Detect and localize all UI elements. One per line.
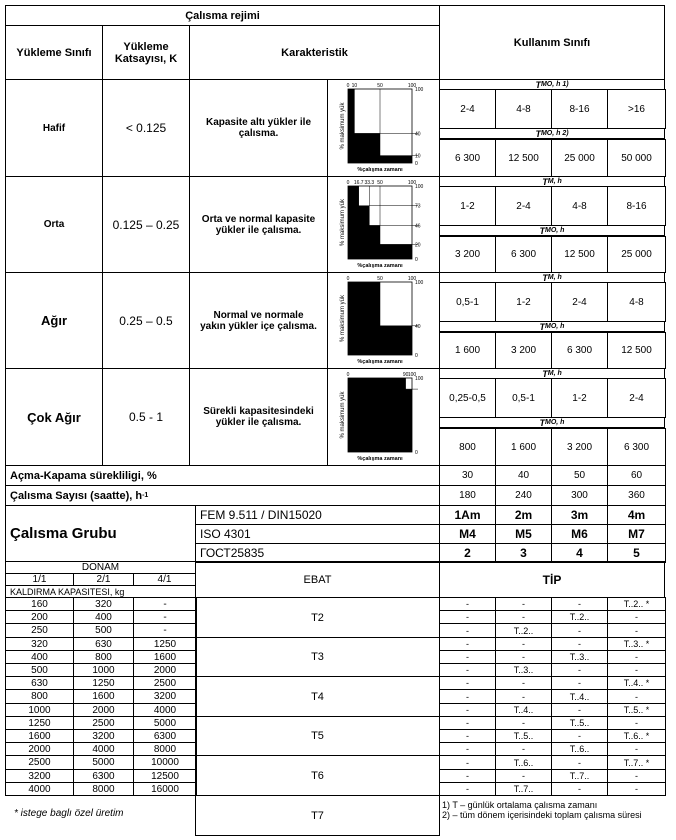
total-time-label-letter: T [539,225,546,236]
tip-value: T..6.. [495,755,552,770]
capacity-value: 400 [73,610,134,624]
tip-value: - [439,782,496,796]
characteristic-header: Karakteristik [189,25,440,80]
tip-value: T..2.. [495,623,552,638]
chart-y-label: % maksimum yük [340,294,346,343]
donam-header: DONAM [5,561,196,574]
load-class-name: Hafif [5,79,103,177]
tip-value: T..5.. [495,729,552,743]
total-time-label-sub: MO, h [545,323,565,330]
capacity-value: 8000 [73,782,134,796]
tip-value: - [439,689,496,704]
load-factor-value: 0.125 – 0.25 [102,176,190,273]
chart-right-tick: 0 [415,257,418,263]
chart-right-tick: 0 [415,450,418,456]
usage-time-value: 0,5-1 [495,378,552,418]
cycles-value: 360 [607,485,666,506]
capacity-value: 1600 [133,650,197,664]
chart-right-tick: 40 [415,131,421,138]
usage-time-label-sub: M, h [547,178,562,185]
chart-right-tick: 100 [415,376,424,382]
tip-value: - [607,742,666,756]
capacity-value: 1600 [5,729,74,743]
tip-value: - [551,729,608,743]
usage-class-header: Kullanım Sınıfı [439,5,665,80]
capacity-value: 630 [73,637,134,651]
group-value: 1Am [439,505,496,525]
usage-time-value: 4-8 [551,186,608,226]
cycles-label-text: Çalısma Sayısı (saatte), h [10,489,143,502]
chart-right-tick: 46 [415,223,421,230]
capacity-value: 500 [5,663,74,677]
load-class-name: Ağır [5,272,103,369]
capacity-value: - [133,623,197,638]
characteristic-desc: Orta ve normal kapasite yükler ile çalısma. [189,176,328,273]
chart-top-tick: 0 [346,372,350,378]
cycles-value: 300 [551,485,608,506]
capacity-value: 4000 [73,742,134,756]
tip-value: - [439,637,496,651]
characteristic-desc: Normal ve normale yakın yükler içe çalısma. [189,272,328,369]
total-time-value: 3 200 [439,236,496,273]
tip-value: T..7.. [495,782,552,796]
tip-value: - [439,769,496,783]
total-time-value: 12 500 [607,332,666,369]
capacity-value: 5000 [73,755,134,770]
standard-name: ГОСТ25835 [195,543,440,563]
ebat-value: T2 [195,597,440,638]
usage-time-label-sub: MO, h 1) [540,81,569,88]
total-time-label-letter: T [535,128,541,139]
tip-value: - [551,637,608,651]
tip-header: TİP [439,561,665,598]
capacity-value: 500 [73,623,134,638]
chart-right-tick: 73 [415,203,421,210]
usage-time-label-letter: T [542,272,548,283]
total-time-value: 12 500 [495,139,552,177]
chart-y-label: % maksimum yük [340,102,346,150]
onoff-value: 50 [551,465,608,486]
capacity-value: 4000 [133,703,197,717]
chart-top-tick: 0 [346,180,350,186]
usage-time-label-sub: M, h [547,370,562,377]
ebat-value: T5 [195,716,440,756]
usage-time-label-sub: M, h [547,274,562,281]
total-time-label [439,225,665,236]
chart-right-tick: 40 [415,323,421,330]
group-value: M6 [551,524,608,544]
chart-top-tick: 0 [346,276,350,282]
total-time-value: 6 300 [607,428,666,466]
total-time-label [439,128,665,139]
tip-value: T..6.. * [607,729,666,743]
total-time-label [439,321,665,332]
tip-value: - [439,729,496,743]
chart-right-tick: 100 [415,184,424,190]
tip-value: - [439,676,496,690]
chart-x-label: %çalışma zamanı [357,167,403,173]
chart-top-tick: 16.7 [353,180,364,186]
cycles-value: 240 [495,485,552,506]
load-factor-header: Yükleme Katsayısı, K [102,25,190,80]
load-class-header: Yükleme Sınıfı [5,25,103,80]
tip-value: T..7.. [551,769,608,783]
total-time-value: 3 200 [551,428,608,466]
capacity-value: 200 [5,610,74,624]
tip-value: T..2.. [551,610,608,624]
tip-value: T..7.. * [607,755,666,770]
tip-value: - [495,742,552,756]
tip-value: - [495,769,552,783]
capacity-value: 160 [5,597,74,611]
load-factor-value: 0.5 - 1 [102,368,190,466]
load-spectrum-chart [328,368,438,466]
capacity-value: 8000 [133,742,197,756]
capacity-value: 2000 [133,663,197,677]
tip-value: - [607,782,666,796]
load-factor-value: 0.25 – 0.5 [102,272,190,369]
work-group-label: Çalısma Grubu [5,505,196,562]
tip-value: - [439,610,496,624]
capacity-value: 320 [5,637,74,651]
tip-value: - [439,623,496,638]
capacity-value: 3200 [5,769,74,783]
tip-value: T..4.. * [607,676,666,690]
chart-x-label: %çalışma zamanı [357,456,403,462]
tip-value: T..3.. [551,650,608,664]
ebat-value: T4 [195,676,440,717]
tip-value: - [439,703,496,717]
usage-time-label-letter: T [542,368,548,379]
total-time-label-sub: MO, h [545,419,565,426]
group-value: 2 [439,543,496,563]
capacity-value: - [133,610,197,624]
ebat-value: T6 [195,755,440,796]
usage-time-value: 2-4 [607,378,666,418]
usage-time-value: 1-2 [495,282,552,322]
chart-top-tick: 50 [377,83,383,89]
capacity-value: 3200 [133,689,197,704]
tip-value: T..3.. * [607,637,666,651]
total-time-value: 25 000 [551,139,608,177]
tip-value: - [551,597,608,611]
standard-name: FEM 9.511 / DIN15020 [195,505,440,525]
tip-value: - [607,610,666,624]
tip-value: - [495,676,552,690]
reeving-1-1: 1/1 [5,573,74,586]
tip-value: - [439,663,496,677]
tip-value: - [439,716,496,730]
chart-right-tick: 100 [415,280,424,286]
tip-value: T..4.. [495,703,552,717]
group-value: M7 [607,524,666,544]
tip-value: - [495,597,552,611]
usage-time-value: 1-2 [551,378,608,418]
capacity-value: 3200 [73,729,134,743]
group-value: 3 [495,543,552,563]
tip-value: - [495,689,552,704]
capacity-value: 630 [5,676,74,690]
chart-top-tick: 90 [402,372,409,378]
ebat-value: T3 [195,637,440,677]
chart-right-tick: 0 [415,353,418,359]
usage-time-value: >16 [607,89,666,129]
chart-right-tick: 100 [415,87,424,93]
capacity-value: 2000 [5,742,74,756]
group-value: 2m [495,505,552,525]
chart-top-tick: 100 [407,83,417,89]
tip-value: - [439,650,496,664]
usage-time-value: 1-2 [439,186,496,226]
capacity-value: 400 [5,650,74,664]
tip-value: - [551,703,608,717]
capacity-value: 1000 [5,703,74,717]
tip-value: - [607,769,666,783]
capacity-value: 250 [5,623,74,638]
cycles-label-sup: -1 [142,492,149,499]
reeving-4-1: 4/1 [133,573,196,586]
chart-y-label: % maksimum yük [340,198,346,247]
total-time-value: 6 300 [551,332,608,369]
usage-time-value: 8-16 [607,186,666,226]
work-regime-header: Çalısma rejimi [5,5,440,26]
total-time-value: 1 600 [439,332,496,369]
special-production-note: * istege baglı özel üretim [14,807,124,819]
capacity-value: 800 [5,689,74,704]
characteristic-desc: Sürekli kapasitesindeki yükler ile çalısma. [189,368,328,466]
capacity-value: 800 [73,650,134,664]
group-value: 4 [551,543,608,563]
total-time-label-letter: T [539,321,546,332]
capacity-value: 1250 [133,637,197,651]
tip-value: - [607,689,666,704]
capacity-value: 12500 [133,769,197,783]
load-factor-value: < 0.125 [102,79,190,177]
chart-top-tick: 100 [407,372,417,378]
group-value: 5 [607,543,666,563]
onoff-label: Açma-Kapama sürekliligi, % [5,465,440,486]
tip-value: - [495,716,552,730]
total-time-label-letter: T [539,417,546,428]
capacity-value: 1600 [73,689,134,704]
chart-x-label: %çalışma zamanı [357,263,403,269]
total-time-label-sub: MO, h 2) [540,130,569,137]
chart-top-tick: 100 [407,276,417,282]
tip-value: - [607,663,666,677]
tip-value: T..3.. [495,663,552,677]
chart-top-tick: 10 [351,83,358,89]
group-value: 3m [551,505,608,525]
total-time-value: 50 000 [607,139,666,177]
capacity-value: 2500 [5,755,74,770]
reeving-2-1: 2/1 [73,573,134,586]
cycles-value: 180 [439,485,496,506]
onoff-value: 30 [439,465,496,486]
load-class-name: Çok Ağır [5,368,103,466]
total-time-value: 3 200 [495,332,552,369]
tip-value: - [551,676,608,690]
tip-value: - [607,650,666,664]
tip-value: T..6.. [551,742,608,756]
capacity-header: KALDIRMA KAPASITESI, kg [5,585,196,598]
capacity-value: 4000 [5,782,74,796]
tip-value: - [495,637,552,651]
load-spectrum-chart [328,272,438,369]
capacity-value: - [133,597,197,611]
load-class-name: Orta [5,176,103,273]
usage-time-value: 0,5-1 [439,282,496,322]
onoff-value: 40 [495,465,552,486]
ebat-value: T7 [195,795,440,836]
chart-y-label: % maksimum yük [340,391,346,439]
usage-time-value: 4-8 [495,89,552,129]
load-spectrum-chart [328,79,438,177]
tip-value: - [495,610,552,624]
group-value: M4 [439,524,496,544]
usage-time-value: 8-16 [551,89,608,129]
usage-time-value: 0,25-0,5 [439,378,496,418]
total-time-value: 800 [439,428,496,466]
capacity-value: 320 [73,597,134,611]
group-value: 4m [607,505,666,525]
chart-top-tick: 50 [377,276,383,282]
tip-value: - [607,716,666,730]
ebat-header: EBAT [195,561,440,598]
tip-value: T..5.. * [607,703,666,717]
load-spectrum-chart [328,176,438,273]
characteristic-desc: Kapasite altı yükler ile çalısma. [189,79,328,177]
usage-time-value: 4-8 [607,282,666,322]
tip-value: T..5.. [551,716,608,730]
total-time-label [439,417,665,428]
tip-value: - [607,623,666,638]
usage-time-value: 2-4 [551,282,608,322]
usage-time-value: 2-4 [495,186,552,226]
footnote-2: 2) – tüm dönem içerisindeki toplam çalısma süresi [442,810,642,820]
total-time-value: 6 300 [495,236,552,273]
tip-value: - [495,650,552,664]
tip-value: - [439,597,496,611]
total-time-value: 25 000 [607,236,666,273]
standard-name: ISO 4301 [195,524,440,544]
capacity-value: 2000 [73,703,134,717]
capacity-value: 10000 [133,755,197,770]
chart-right-tick: 10 [415,153,421,160]
capacity-value: 1000 [73,663,134,677]
usage-time-label-letter: T [542,176,548,187]
onoff-value: 60 [607,465,666,486]
capacity-value: 1250 [5,716,74,730]
cycles-label [5,485,440,506]
tip-value: - [439,742,496,756]
total-time-label-sub: MO, h [545,227,565,234]
total-time-value: 12 500 [551,236,608,273]
tip-value: - [551,755,608,770]
capacity-value: 6300 [73,769,134,783]
group-value: M5 [495,524,552,544]
total-time-value: 1 600 [495,428,552,466]
capacity-value: 2500 [73,716,134,730]
tip-value: - [439,755,496,770]
usage-time-label-letter: T [535,79,541,90]
tip-value: - [551,782,608,796]
capacity-value: 1250 [73,676,134,690]
total-time-value: 6 300 [439,139,496,177]
tip-value: T..2.. * [607,597,666,611]
capacity-value: 6300 [133,729,197,743]
capacity-value: 16000 [133,782,197,796]
chart-top-tick: 33.3 [364,180,375,186]
capacity-value: 5000 [133,716,197,730]
chart-right-tick: 20 [415,242,421,249]
tip-value: - [551,663,608,677]
tip-value: T..4.. [551,689,608,704]
chart-x-label: %çalışma zamanı [357,359,403,365]
chart-top-tick: 100 [407,180,417,186]
capacity-value: 2500 [133,676,197,690]
chart-right-tick: 0 [415,161,418,167]
footnote-1: 1) T – günlük ortalama çalısma zamanı [442,799,598,810]
usage-time-value: 2-4 [439,89,496,129]
tip-value: - [551,623,608,638]
chart-top-tick: 0 [346,83,350,89]
chart-top-tick: 50 [377,180,383,186]
